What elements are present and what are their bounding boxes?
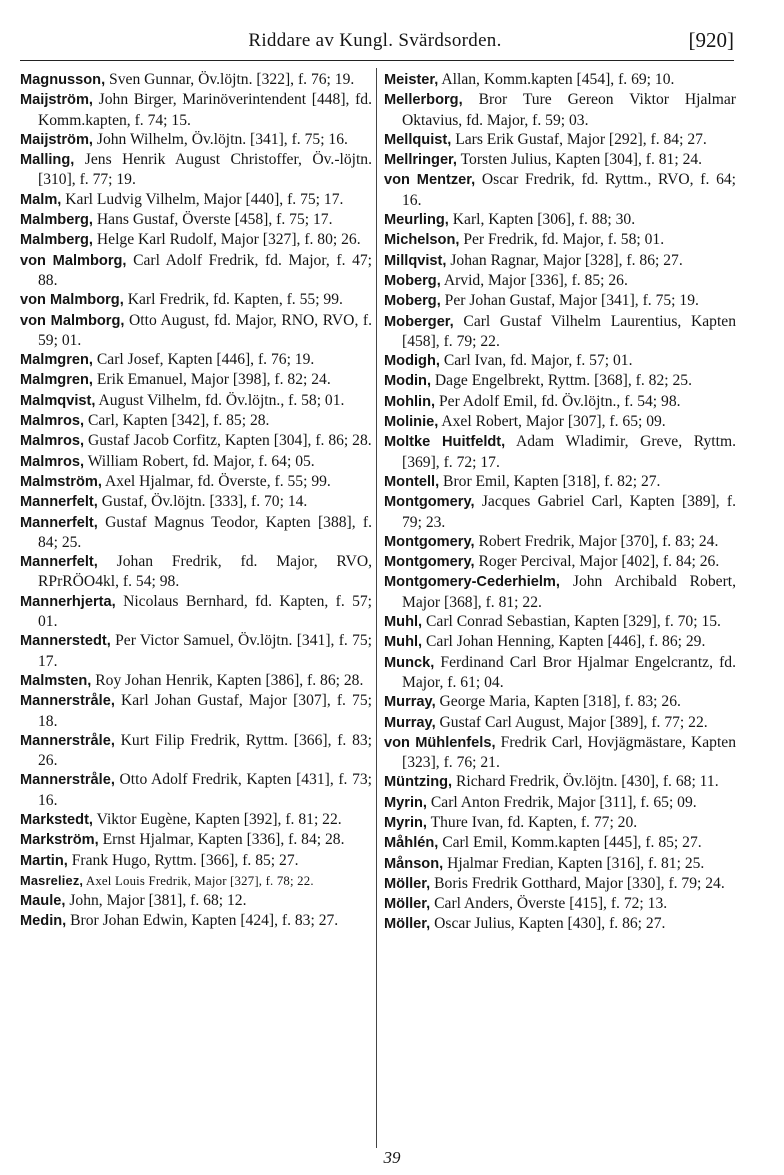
entry-details: John Birger, Marinöverintendent [448], fd. Komm.kapten, f. 74; 15. bbox=[38, 91, 372, 129]
entry-details: Carl Adolf Fredrik, fd. Major, f. 47; 88. bbox=[38, 251, 373, 289]
entry-surname: Mannerfelt, bbox=[20, 554, 98, 571]
entry-surname: Munck, bbox=[384, 654, 435, 671]
entry-details: Carl, Kapten [342], f. 85; 28. bbox=[87, 412, 270, 430]
register-entry bbox=[20, 90, 372, 130]
register-entry bbox=[384, 572, 736, 612]
entry-details: Karl Johan Gustaf, Major [307], f. 75; 18. bbox=[38, 692, 372, 730]
register-entry bbox=[20, 452, 372, 472]
entry-surname: Montell, bbox=[384, 473, 440, 490]
register-entry bbox=[20, 492, 372, 512]
entry-surname: von Mentzer, bbox=[384, 172, 476, 189]
register-entry bbox=[384, 251, 736, 271]
entry-surname: Michelson, bbox=[384, 232, 460, 249]
entry-details: Jacques Gabriel Carl, Kapten [389], f. 79; 23. bbox=[402, 493, 736, 531]
entry-details: Kurt Filip Fredrik, Ryttm. [366], f. 83; 26. bbox=[38, 731, 373, 770]
entry-surname: Montgomery-Cederhielm, bbox=[384, 574, 560, 591]
entry-details: Karl, Kapten [306], f. 88; 30. bbox=[452, 211, 636, 229]
entry-surname: Markstedt, bbox=[20, 811, 93, 828]
entry-surname: Martin, bbox=[20, 852, 68, 869]
register-entry bbox=[384, 210, 736, 230]
register-entry bbox=[384, 632, 736, 652]
entry-surname: Mannerfelt, bbox=[20, 514, 98, 531]
entry-surname: Modigh, bbox=[384, 353, 440, 370]
entry-details: Helge Karl Rudolf, Major [327], f. 80; 26. bbox=[96, 231, 361, 249]
entry-details: Bror Emil, Kapten [318], f. 82; 27. bbox=[443, 472, 661, 490]
register-entry bbox=[20, 210, 372, 230]
entry-surname: Malmgren, bbox=[20, 352, 93, 369]
register-entry bbox=[384, 552, 736, 572]
register-entry bbox=[20, 311, 372, 351]
register-entry bbox=[384, 472, 736, 492]
register-entry bbox=[20, 810, 372, 830]
entry-surname: Meister, bbox=[384, 72, 439, 88]
entry-details: Torsten Julius, Kapten [304], f. 81; 24. bbox=[460, 151, 703, 169]
register-entry bbox=[384, 150, 736, 170]
entry-details: Hans Gustaf, Överste [458], f. 75; 17. bbox=[96, 211, 333, 229]
entry-details: Ernst Hjalmar, Kapten [336], f. 84; 28. bbox=[102, 831, 345, 849]
entry-details: Erik Emanuel, Major [398], f. 82; 24. bbox=[96, 371, 331, 389]
entry-details: Nicolaus Bernhard, fd. Kapten, f. 57; 01. bbox=[38, 592, 372, 631]
entry-surname: von Malmborg, bbox=[20, 292, 124, 309]
entry-surname: Modin, bbox=[384, 373, 432, 390]
entry-surname: Mannerstråle, bbox=[20, 693, 115, 710]
entry-details: August Vilhelm, fd. Öv.löjtn., f. 58; 01. bbox=[98, 391, 345, 409]
entry-surname: Mannerfelt, bbox=[20, 494, 98, 511]
register-entry bbox=[384, 894, 736, 914]
register-entry bbox=[384, 291, 736, 311]
entry-details: Carl Johan Henning, Kapten [446], f. 86; 29. bbox=[426, 633, 706, 651]
entry-details: Hjalmar Fredian, Kapten [316], f. 81; 25. bbox=[447, 854, 705, 872]
entry-surname: Murray, bbox=[384, 714, 436, 731]
entry-details: Carl Gustaf Vilhelm Laurentius, Kapten [458], f. 79; 22. bbox=[402, 312, 736, 350]
entry-surname: Mannerhjerta, bbox=[20, 593, 116, 610]
entry-surname: Maule, bbox=[20, 893, 66, 910]
entry-surname: Möller, bbox=[384, 875, 431, 892]
page-number: [920] bbox=[688, 28, 734, 52]
entry-surname: Murray, bbox=[384, 694, 436, 711]
entry-surname: Montgomery, bbox=[384, 533, 475, 550]
register-entry bbox=[384, 772, 736, 792]
entry-surname: Myrin, bbox=[384, 814, 427, 831]
register-entry bbox=[384, 432, 736, 472]
entry-surname: Mellquist, bbox=[384, 131, 452, 148]
register-entry bbox=[384, 692, 736, 712]
entry-details: Axel Hjalmar, fd. Överste, f. 55; 99. bbox=[104, 472, 331, 490]
entry-details: Per Victor Samuel, Öv.löjtn. [341], f. 75; 17. bbox=[38, 632, 372, 670]
entry-details: George Maria, Kapten [318], f. 83; 26. bbox=[439, 693, 681, 711]
entry-surname: Mannerstråle, bbox=[20, 732, 115, 749]
register-entry bbox=[20, 513, 372, 553]
entry-details: Roger Percival, Major [402], f. 84; 26. bbox=[478, 553, 720, 571]
entry-surname: Moltke Huitfeldt, bbox=[384, 434, 506, 451]
entry-details: Carl Emil, Komm.kapten [445], f. 85; 27. bbox=[442, 834, 702, 852]
entry-details: Ferdinand Carl Bror Hjalmar Engelcrantz, fd. Major, f. 61; 04. bbox=[402, 653, 736, 691]
register-entry bbox=[20, 411, 372, 431]
register-entry bbox=[20, 631, 372, 671]
register-entry bbox=[384, 532, 736, 552]
entry-details: Viktor Eugène, Kapten [392], f. 81; 22. bbox=[96, 810, 342, 828]
register-entry bbox=[384, 733, 736, 773]
entry-details: Frank Hugo, Ryttm. [366], f. 85; 27. bbox=[71, 851, 299, 869]
entry-details: Jens Henrik August Christoffer, Öv.-löjtn. [310], f. 77; 19. bbox=[38, 151, 373, 189]
entry-details: Karl Ludvig Vilhelm, Major [440], f. 75; 17. bbox=[65, 190, 344, 208]
register-entry bbox=[384, 271, 736, 291]
entry-details: Carl Josef, Kapten [446], f. 76; 19. bbox=[96, 351, 315, 369]
entry-details: Roy Johan Henrik, Kapten [386], f. 86; 28. bbox=[95, 671, 364, 689]
entry-details: William Robert, fd. Major, f. 64; 05. bbox=[87, 452, 315, 470]
register-entry bbox=[384, 612, 736, 632]
entry-surname: Mellerborg, bbox=[384, 92, 463, 109]
entry-surname: Müntzing, bbox=[384, 774, 453, 791]
entry-details: Adam Wladimir, Greve, Ryttm. [369], f. 72; 17. bbox=[402, 433, 736, 471]
entry-details: Sven Gunnar, Öv.löjtn. [322], f. 76; 19. bbox=[109, 71, 355, 88]
entry-details: Oscar Julius, Kapten [430], f. 86; 27. bbox=[434, 915, 666, 933]
entry-details: Boris Fredrik Gotthard, Major [330], f. 79; 24. bbox=[434, 874, 725, 892]
entry-surname: von Mühlenfels, bbox=[384, 734, 496, 751]
entry-details: Allan, Komm.kapten [454], f. 69; 10. bbox=[441, 71, 675, 88]
entry-surname: Maijström, bbox=[20, 92, 93, 109]
entry-surname: Muhl, bbox=[384, 614, 423, 631]
register-entry bbox=[20, 251, 372, 291]
entry-surname: Malm, bbox=[20, 191, 62, 208]
register-entry bbox=[384, 793, 736, 813]
entry-surname: Medin, bbox=[20, 913, 67, 930]
entry-surname: Molinie, bbox=[384, 414, 439, 431]
register-entry bbox=[20, 70, 372, 90]
register-entry bbox=[384, 713, 736, 733]
register-entry bbox=[384, 492, 736, 532]
entry-surname: Malmsten, bbox=[20, 672, 92, 689]
entry-details: Per Fredrik, fd. Major, f. 58; 01. bbox=[463, 231, 665, 249]
register-entry bbox=[384, 90, 736, 130]
entry-details: Axel Robert, Major [307], f. 65; 09. bbox=[441, 413, 666, 431]
entry-details: Carl Ivan, fd. Major, f. 57; 01. bbox=[443, 352, 633, 370]
register-entry bbox=[384, 653, 736, 693]
register-entry bbox=[384, 412, 736, 432]
header-rule bbox=[20, 60, 734, 61]
right-column bbox=[384, 70, 736, 935]
entry-details: Karl Fredrik, fd. Kapten, f. 55; 99. bbox=[127, 291, 343, 309]
entry-details: John, Major [381], f. 68; 12. bbox=[69, 892, 247, 910]
entry-details: Richard Fredrik, Öv.löjtn. [430], f. 68; 11. bbox=[456, 773, 719, 791]
entry-surname: Måhlén, bbox=[384, 835, 439, 852]
entry-surname: Möller, bbox=[384, 916, 431, 933]
register-entry bbox=[384, 371, 736, 391]
register-entry bbox=[20, 691, 372, 731]
page-header bbox=[16, 30, 734, 54]
column-divider bbox=[376, 68, 377, 1148]
register-entry bbox=[384, 70, 736, 90]
entry-surname: Mannerstråle, bbox=[20, 772, 115, 789]
register-entry bbox=[20, 552, 372, 592]
entry-surname: Myrin, bbox=[384, 794, 427, 811]
register-entry bbox=[384, 854, 736, 874]
entry-details: Arvid, Major [336], f. 85; 26. bbox=[443, 271, 628, 289]
entry-surname: Malmberg, bbox=[20, 232, 93, 249]
register-entry bbox=[20, 130, 372, 150]
entry-surname: Montgomery, bbox=[384, 494, 475, 511]
register-entry bbox=[384, 312, 736, 352]
register-entry bbox=[20, 190, 372, 210]
entry-surname: Millqvist, bbox=[384, 252, 447, 269]
entry-details: Bror Johan Edwin, Kapten [424], f. 83; 27. bbox=[70, 912, 339, 930]
running-title: Riddare av Kungl. Svärdsorden. bbox=[248, 30, 502, 51]
entry-details: Robert Fredrik, Major [370], f. 83; 24. bbox=[478, 532, 719, 550]
entry-surname: Malmström, bbox=[20, 473, 102, 490]
entry-details: Gustaf, Öv.löjtn. [333], f. 70; 14. bbox=[101, 493, 308, 511]
entry-surname: Montgomery, bbox=[384, 554, 475, 571]
register-entry bbox=[20, 871, 372, 891]
entry-surname: Magnusson, bbox=[20, 72, 106, 88]
register-entry bbox=[20, 830, 372, 850]
entry-details: Dage Engelbrekt, Ryttm. [368], f. 82; 25. bbox=[434, 372, 692, 390]
left-column bbox=[20, 70, 372, 932]
register-entry bbox=[20, 350, 372, 370]
register-entry bbox=[20, 290, 372, 310]
folio-number: 39 bbox=[383, 1148, 401, 1167]
entry-details: Otto August, fd. Major, RNO, RVO, f. 59; 01. bbox=[38, 311, 372, 349]
entry-surname: Malmberg, bbox=[20, 212, 93, 229]
register-entry bbox=[384, 351, 736, 371]
entry-details: Lars Erik Gustaf, Major [292], f. 84; 27. bbox=[455, 130, 707, 148]
register-entry bbox=[20, 891, 372, 911]
register-entry bbox=[20, 370, 372, 390]
entry-details: Axel Louis Fredrik, Major [327], f. 78; 22. bbox=[85, 873, 314, 888]
entry-details: Thure Ivan, fd. Kapten, f. 77; 20. bbox=[430, 813, 638, 831]
register-entry bbox=[20, 911, 372, 931]
entry-surname: Markström, bbox=[20, 832, 99, 849]
entry-surname: von Malmborg, bbox=[20, 312, 125, 329]
register-entry bbox=[20, 731, 372, 771]
entry-surname: Moberg, bbox=[384, 293, 441, 310]
entry-surname: Mannerstedt, bbox=[20, 633, 111, 650]
entry-details: John Archibald Robert, Major [368], f. 81; 22. bbox=[402, 573, 736, 611]
entry-surname: Malmros, bbox=[20, 453, 85, 470]
register-entry bbox=[20, 671, 372, 691]
entry-details: Fredrik Carl, Hovjägmästare, Kapten [323], f. 76; 21. bbox=[402, 733, 737, 772]
register-entry bbox=[20, 770, 372, 810]
register-entry bbox=[384, 130, 736, 150]
entry-details: John Wilhelm, Öv.löjtn. [341], f. 75; 16. bbox=[96, 130, 348, 148]
entry-surname: Mohlin, bbox=[384, 393, 436, 410]
register-entry bbox=[20, 150, 372, 190]
register-entry bbox=[384, 874, 736, 894]
register-entry bbox=[20, 230, 372, 250]
entry-details: Johan Fredrik, fd. Major, RVO, RPrRÖO4kl, f. 54; 98. bbox=[38, 553, 372, 591]
register-entry bbox=[20, 851, 372, 871]
entry-surname: Malmqvist, bbox=[20, 392, 96, 409]
register-entry bbox=[384, 170, 736, 210]
register-entry bbox=[384, 230, 736, 250]
entry-surname: Malmgren, bbox=[20, 372, 93, 389]
register-entry bbox=[384, 914, 736, 934]
entry-details: Otto Adolf Fredrik, Kapten [431], f. 73; 16. bbox=[38, 771, 372, 809]
entry-surname: Malling, bbox=[20, 152, 75, 169]
entry-surname: Meurling, bbox=[384, 212, 449, 229]
entry-surname: Malmros, bbox=[20, 433, 85, 450]
entry-details: Gustaf Carl August, Major [389], f. 77; 22. bbox=[439, 713, 708, 731]
register-entry bbox=[384, 813, 736, 833]
entry-details: Carl Conrad Sebastian, Kapten [329], f. 70; 15. bbox=[426, 613, 721, 631]
entry-details: Oscar Fredrik, fd. Ryttm., RVO, f. 64; 16. bbox=[402, 171, 736, 209]
entry-details: Johan Ragnar, Major [328], f. 86; 27. bbox=[450, 251, 683, 269]
register-entry bbox=[20, 431, 372, 451]
entry-details: Per Johan Gustaf, Major [341], f. 75; 19. bbox=[444, 292, 699, 310]
register-entry bbox=[20, 592, 372, 632]
entry-surname: Muhl, bbox=[384, 634, 423, 651]
entry-surname: Moberger, bbox=[384, 313, 454, 330]
entry-surname: Mellringer, bbox=[384, 152, 457, 169]
entry-details: Carl Anton Fredrik, Major [311], f. 65; 09. bbox=[430, 793, 697, 811]
entry-details: Bror Ture Gereon Viktor Hjalmar Oktavius, fd. Major, f. 59; 03. bbox=[402, 91, 736, 129]
entry-surname: Månson, bbox=[384, 855, 444, 872]
entry-surname: Masreliez, bbox=[20, 872, 84, 888]
entry-surname: Möller, bbox=[384, 896, 431, 913]
entry-surname: von Malmborg, bbox=[20, 252, 127, 269]
entry-surname: Malmros, bbox=[20, 413, 85, 430]
register-entry bbox=[384, 392, 736, 412]
entry-details: Per Adolf Emil, fd. Öv.löjtn., f. 54; 98. bbox=[438, 392, 681, 410]
entry-surname: Maijström, bbox=[20, 131, 93, 148]
register-entry bbox=[20, 391, 372, 411]
register-entry bbox=[20, 472, 372, 492]
entry-details: Carl Anders, Överste [415], f. 72; 13. bbox=[434, 895, 668, 913]
entry-details: Gustaf Magnus Teodor, Kapten [388], f. 84; 25. bbox=[38, 513, 372, 551]
entry-surname: Moberg, bbox=[384, 272, 441, 289]
entry-details: Gustaf Jacob Corfitz, Kapten [304], f. 86; 28. bbox=[87, 432, 372, 450]
register-entry bbox=[384, 833, 736, 853]
